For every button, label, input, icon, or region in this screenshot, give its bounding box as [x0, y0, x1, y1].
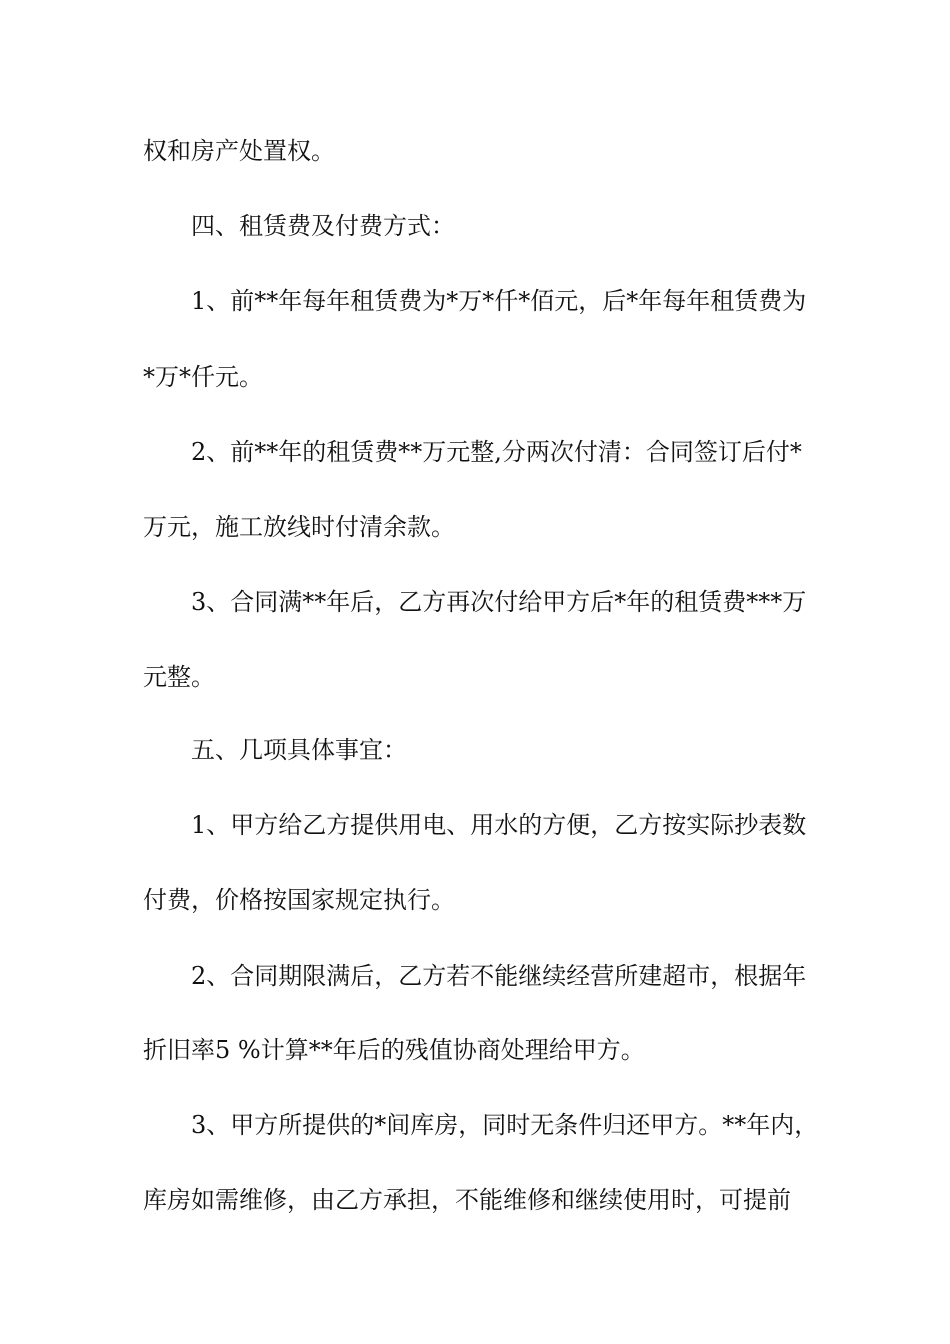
- paragraph-line-10: 1、甲方给乙方提供用电、用水的方便，乙方按实际抄表数: [191, 811, 807, 839]
- paragraph-line-13: 折旧率5 %计算**年后的残值协商处理给甲方。: [143, 1036, 645, 1064]
- section-heading-4: 四、租赁费及付费方式：: [191, 212, 455, 240]
- section-heading-5: 五、几项具体事宜：: [191, 736, 407, 764]
- paragraph-line-14: 3、甲方所提供的*间库房，同时无条件归还甲方。**年内，: [191, 1111, 819, 1139]
- paragraph-line-12: 2、合同期限满后，乙方若不能继续经营所建超市，根据年: [191, 962, 807, 990]
- paragraph-line-11: 付费，价格按国家规定执行。: [143, 886, 455, 914]
- paragraph-line-4: *万*仟元。: [143, 363, 263, 391]
- paragraph-line-3: 1、前**年每年租赁费为*万*仟*佰元，后*年每年租赁费为: [191, 287, 807, 315]
- paragraph-line-7: 3、合同满**年后，乙方再次付给甲方后*年的租赁费***万: [191, 588, 807, 616]
- paragraph-line-15: 库房如需维修，由乙方承担，不能维修和继续使用时，可提前: [143, 1186, 791, 1214]
- paragraph-line-1: 权和房产处置权。: [143, 137, 335, 165]
- paragraph-line-5: 2、前**年的租赁费**万元整,分两次付清：合同签订后付*: [191, 438, 802, 466]
- paragraph-line-6: 万元，施工放线时付清余款。: [143, 513, 455, 541]
- paragraph-line-8: 元整。: [143, 663, 215, 691]
